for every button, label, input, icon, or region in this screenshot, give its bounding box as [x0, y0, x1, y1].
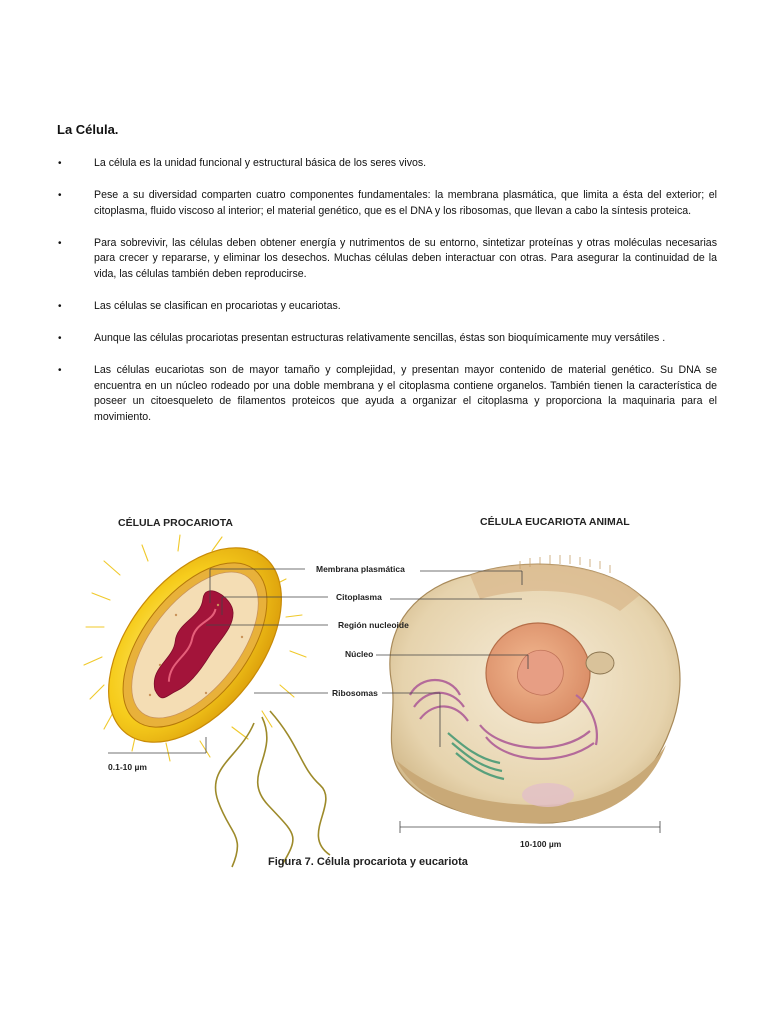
bullet-text: Las células eucariotas son de mayor tamaño y complejidad, y presentan mayor contenido de material genético. Su DNA se encuentra en un núcleo rodeado por una doble membrana y el citoplasma contiene organelos. También tienen la característica de poseer un citoesqueleto de filamentos proteicos que ayuda a organizar el citoplasma y proporciona la maquinaria para el movimiento.: [94, 364, 717, 424]
eukaryote-cell: [390, 555, 680, 823]
prokaryote-scale: 0.1-10 µm: [108, 762, 147, 772]
bullet-text: Para sobrevivir, las células deben obtener energía y nutrimentos de su entorno, sintetizar proteínas y otras moléculas necesarias para crecer y repararse, y eliminar los desechos. Muchas células deben interactuar con otras. Para asegurar la continuidad de la vida, las células también deben reproducirse.: [94, 236, 717, 280]
bullet-text: Pese a su diversidad comparten cuatro componentes fundamentales: la membrana plasmática, que limita a ésta del exterior; el citoplasma, fluido viscoso al interior; el material genético, que es el DNA y los ribosomas, que llevan a cabo la síntesis proteica.: [94, 189, 717, 217]
label-ribosomes: Ribosomas: [332, 688, 378, 698]
bullet-icon: •: [58, 190, 62, 202]
bullet-icon: •: [58, 158, 62, 169]
flagella: [215, 711, 330, 867]
label-nucleus: Núcleo: [345, 649, 374, 659]
list-item: [57, 363, 717, 425]
bullet-icon: •: [58, 237, 62, 249]
label-nucleoid: Región nucleoide: [338, 620, 409, 630]
label-membrane: Membrana plasmática: [316, 564, 405, 574]
cell-illustration: [0, 505, 768, 885]
figure-caption: Figura 7. Célula procariota y eucariota: [268, 856, 468, 868]
bullet-list: [57, 156, 717, 442]
cell-figure: [0, 505, 768, 885]
label-cytoplasm: Citoplasma: [336, 592, 382, 602]
bullet-text: Las células se clasifican en procariotas y eucariotas.: [94, 300, 341, 313]
bullet-icon: •: [58, 301, 62, 313]
list-item: [57, 236, 717, 283]
bullet-text: Aunque las células procariotas presentan estructuras relativamente sencillas, éstas son bioquímicamente muy versátiles .: [94, 332, 666, 345]
vacuole: [522, 783, 574, 807]
bullet-icon: •: [58, 365, 62, 377]
mitochondrion: [586, 652, 614, 674]
eukaryote-title: CÉLULA EUCARIOTA ANIMAL: [480, 516, 630, 528]
list-item: [57, 188, 717, 219]
list-item: [57, 299, 717, 315]
list-item: [57, 331, 717, 347]
eukaryote-scale: 10-100 µm: [520, 839, 562, 849]
list-item: [57, 156, 717, 172]
bullet-icon: •: [58, 333, 62, 345]
bullet-text: La célula es la unidad funcional y estructural básica de los seres vivos.: [94, 157, 427, 169]
prokaryote-title: CÉLULA PROCARIOTA: [118, 517, 233, 529]
page-title: La Célula.: [57, 122, 119, 137]
